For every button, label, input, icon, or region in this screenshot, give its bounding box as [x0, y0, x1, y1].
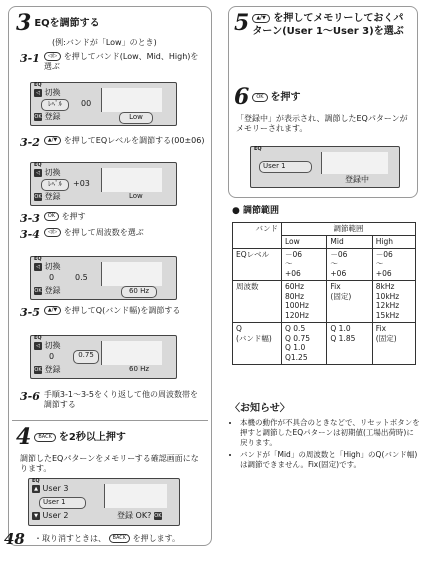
lcd-user-current: User 1 [39, 497, 86, 509]
step6-title: を押す [270, 91, 301, 103]
eq-lcd-level-adjusted [30, 162, 177, 206]
cell: －06 ～ +06 [282, 248, 327, 280]
ok-icon: OK [34, 287, 42, 294]
substep-3-6-text: 手順3-1～3-5をくり返して他の周波数帯を調節する [43, 390, 199, 410]
substep-3-2 [20, 136, 205, 150]
band-switch-icon: ◁ [34, 169, 42, 177]
lcd-eq-tag: EQ [254, 146, 262, 152]
substep-3-4-number: 3-4 [20, 228, 40, 241]
step3-header [16, 12, 100, 34]
eq-graph [321, 152, 388, 174]
lcd-switch-label: 切換 [44, 262, 61, 271]
eq-lcd-level [30, 82, 177, 126]
lcd-q-value: 0.5 [75, 273, 88, 282]
lcd-switch-label: 切換 [44, 168, 61, 177]
lcd-user-current: User 1 [259, 161, 312, 173]
updown-button[interactable]: ▲/▼ [44, 306, 61, 315]
row-label: EQレベル [233, 248, 282, 280]
cell: Q 0.5 Q 0.75 Q 1.0 Q1.25 [282, 322, 327, 364]
substep-3-3 [20, 212, 86, 226]
updown-button[interactable]: ▲/▼ [44, 136, 61, 145]
eq-graph [104, 484, 167, 508]
group-header: 調節範囲 [282, 223, 416, 236]
ok-icon: OK [34, 113, 42, 120]
row-label: Q (バンド幅) [233, 322, 282, 364]
step3-title: EQを調節する [34, 17, 100, 29]
lcd-q-value: 0.75 [73, 350, 99, 364]
range-heading-text: 調節範囲 [243, 206, 280, 216]
lcd-switch-label: 切換 [44, 88, 61, 97]
cell: Q 1.0 Q 1.85 [327, 322, 372, 364]
notice-item: • 本機の動作が不具合のときなどで、リセットボタンを押すと調節したEQパターンは初期値(工場出荷時)に戻ります。 [240, 418, 420, 447]
back-button[interactable]: BACK [109, 534, 131, 543]
substep-3-1-number: 3-1 [20, 52, 40, 65]
lcd-register-label: 登録 [44, 286, 61, 295]
step5-title: を押してメモリーしておくパターン(User 1～User 3)を選ぶ [252, 13, 404, 37]
substep-3-3-text: を押す [61, 212, 86, 221]
eq-lcd-frequency [30, 256, 177, 300]
divider-step4 [12, 420, 208, 421]
eq-graph [101, 262, 162, 286]
step4-header [16, 426, 126, 448]
cell: －06 ～ +06 [372, 248, 415, 280]
page-number: 48 [4, 530, 25, 548]
lcd-level-value: 00 [81, 99, 92, 108]
step3-number: 3 [16, 10, 32, 36]
table-row [233, 322, 416, 364]
substep-3-1-text: を押してバンド(Low、Mid、High)を選ぶ [43, 52, 199, 72]
lcd-q-label: 0 [49, 273, 55, 282]
substep-3-5 [20, 306, 205, 320]
lcd-frequency-value: 60 Hz [129, 365, 150, 373]
step5-header [234, 12, 412, 38]
step6-number: 6 [234, 84, 250, 110]
step5-number: 5 [234, 10, 250, 36]
step4-desc: 調節したEQパターンをメモリーする確認画面になります。 [20, 454, 199, 474]
step4-title: を2秒以上押す [58, 431, 126, 443]
lcd-eq-tag: EQ [34, 256, 42, 262]
eq-lcd-register [28, 478, 180, 526]
row-label: 周波数 [233, 280, 282, 322]
step3-example: (例:バンドが「Low」のとき) [52, 38, 157, 47]
up-icon: ▲ [32, 485, 40, 493]
substep-3-2-number: 3-2 [20, 136, 40, 149]
range-table [232, 222, 416, 365]
substep-3-1 [20, 52, 205, 73]
eq-lcd-q [30, 335, 177, 379]
lcd-status-label: 登録中 [345, 175, 369, 184]
cell: Fix (固定) [372, 322, 415, 364]
notice-item: • バンドが「Mid」の周波数と「High」のQ(バンド幅)は調節できません。Fix(固定)です。 [240, 450, 420, 470]
lcd-q-label: 0 [49, 352, 55, 361]
cancel-note-text-2: を押します。 [132, 534, 180, 543]
lcd-level-label: ﾚﾍﾞﾙ [41, 179, 69, 191]
col-header: Mid [327, 235, 372, 248]
band-switch-icon: ◁ [34, 342, 42, 350]
lcd-band-value: Low [119, 112, 153, 124]
ok-button[interactable]: OK [252, 93, 267, 102]
corner-cell: バンド [233, 223, 282, 249]
lcd-register-label: 登録 [44, 192, 61, 201]
cell: －06 ～ +06 [327, 248, 372, 280]
cell: 8kHz 10kHz 12kHz 15kHz [372, 280, 415, 322]
lcd-confirm-label: 登録 OK? [117, 511, 152, 520]
notice-list [230, 418, 420, 470]
substep-3-4 [20, 228, 205, 242]
substep-3-6 [20, 390, 205, 411]
col-header: Low [282, 235, 327, 248]
table-row [233, 248, 416, 280]
cell: 60Hz 80Hz 100Hz 120Hz [282, 280, 327, 322]
substep-3-6-number: 3-6 [20, 390, 40, 403]
substep-3-5-number: 3-5 [20, 306, 40, 319]
substep-3-2-text: を押してEQレベルを調節する(00±06) [63, 136, 205, 145]
lcd-register-label: 登録 [44, 365, 61, 374]
range-heading: ● 調節範囲 [232, 206, 280, 216]
band-button[interactable]: ◁/▷ [44, 52, 61, 61]
lcd-register-label: 登録 [44, 112, 61, 121]
ok-icon: OK [154, 512, 162, 519]
lcd-level-label: ﾚﾍﾞﾙ [41, 99, 69, 111]
substep-3-5-text: を押してQ(バンド幅)を調節する [63, 306, 181, 315]
updown-button[interactable]: ▲/▼ [252, 14, 270, 23]
lcd-eq-tag: EQ [32, 478, 40, 484]
step6-desc: 「登録中」が表示され、調節したEQパターンがメモリーされます。 [236, 114, 408, 134]
ok-icon: OK [34, 366, 42, 373]
lcd-eq-tag: EQ [34, 162, 42, 168]
lcd-user-prev: User 3 [42, 484, 69, 493]
band-switch-icon: ◁ [34, 263, 42, 271]
lcd-switch-label: 切換 [44, 341, 61, 350]
eq-graph [101, 168, 162, 192]
lcd-eq-tag: EQ [34, 335, 42, 341]
table-row [233, 280, 416, 322]
step6-header [234, 86, 301, 108]
cancel-note [34, 534, 180, 544]
band-button[interactable]: ◁/▷ [44, 228, 61, 237]
cell: Fix (固定) [327, 280, 372, 322]
back-button[interactable]: BACK [34, 433, 56, 442]
eq-graph [101, 341, 162, 365]
lcd-band-value: Low [129, 192, 143, 200]
band-switch-icon: ◁ [34, 89, 42, 97]
down-icon: ▼ [32, 512, 40, 520]
ok-icon: OK [34, 193, 42, 200]
eq-lcd-saving [250, 146, 400, 188]
lcd-eq-tag: EQ [34, 82, 42, 88]
ok-button[interactable]: OK [44, 212, 59, 221]
lcd-user-next: User 2 [42, 511, 69, 520]
substep-3-4-text: を押して周波数を選ぶ [63, 228, 144, 237]
lcd-frequency-value: 60 Hz [121, 286, 157, 298]
lcd-level-value: +03 [73, 179, 90, 188]
col-header: High [372, 235, 415, 248]
substep-3-3-number: 3-3 [20, 212, 40, 225]
eq-graph [101, 88, 162, 112]
notice-heading: 〈お知らせ〉 [230, 403, 290, 414]
step4-number: 4 [16, 424, 32, 450]
cancel-note-text: ・取り消すときは、 [34, 534, 106, 543]
